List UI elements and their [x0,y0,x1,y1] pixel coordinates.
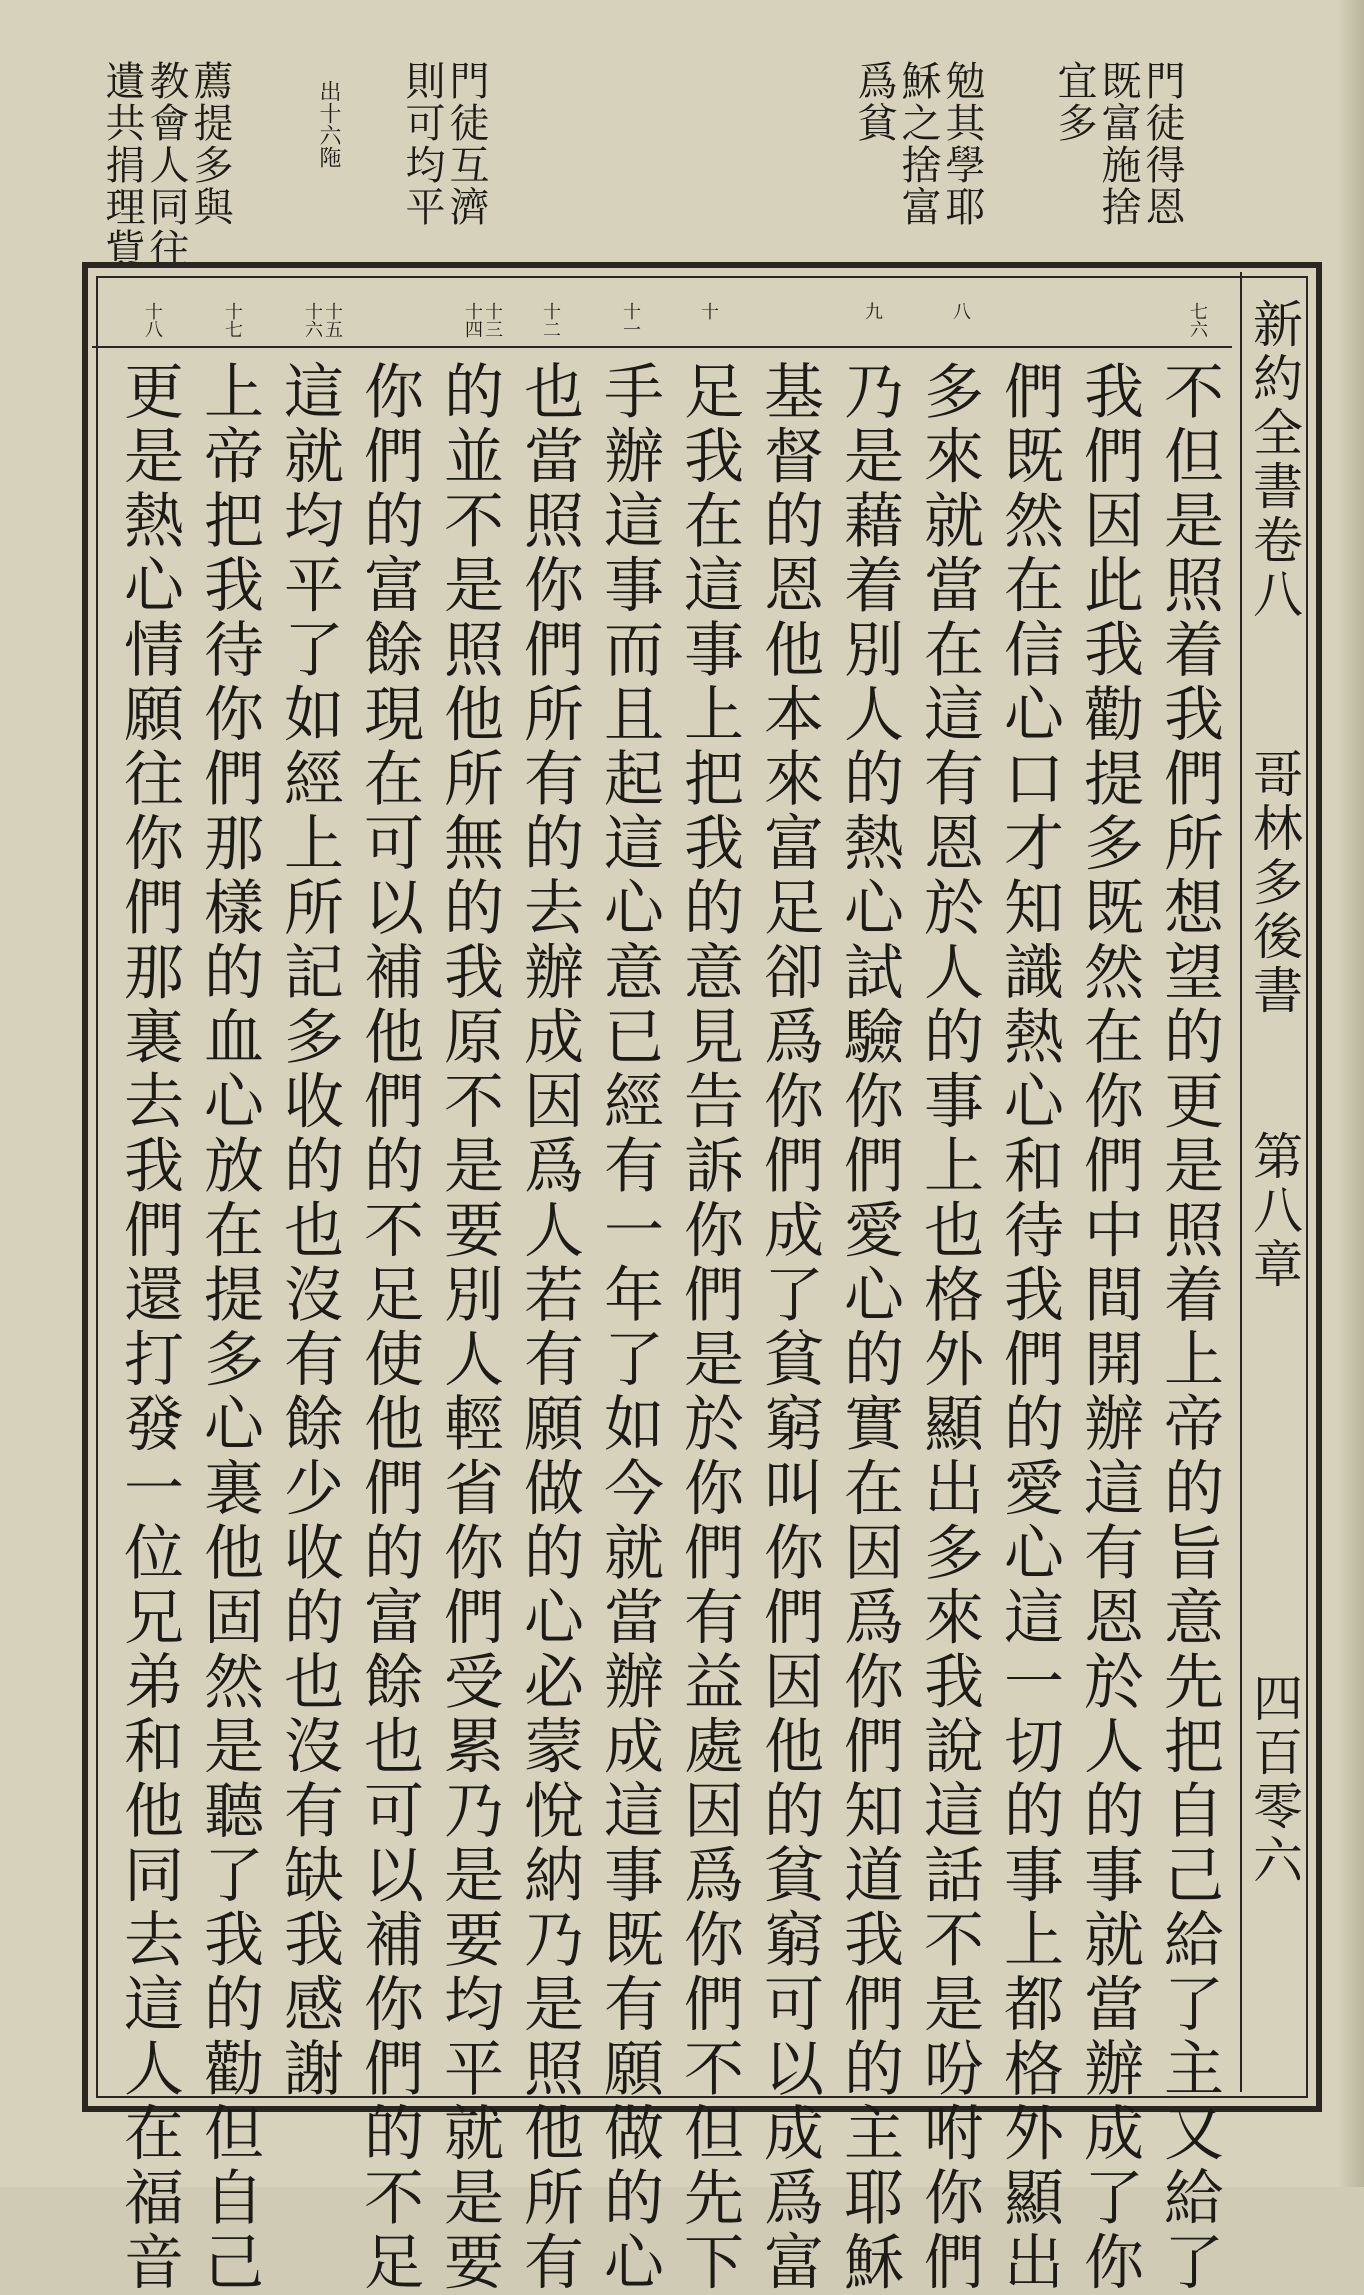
verse-number: 十五十六 [302,302,343,338]
text-line: 們既然在信心口才知識熱心和待我們的愛心這一切的事上都格外顯出 [994,360,1064,2295]
text-line: 多來就當在這有恩於人的事上也格外顯出多來我說這話不是吩咐你們 [914,360,984,2295]
verse-number: 七六 [1187,302,1208,338]
verse-number: 十三十四 [462,302,503,338]
page-number: 四百零六 [1245,1672,1303,1888]
header-note-4: 薦提多與 教會人同往 遺共捐理貲 [99,60,233,270]
header-notes [99,60,1185,270]
header-note-1: 門徒得恩 既富施捨 宜多 [1051,60,1185,228]
text-line: 你們的富餘現在可以補他們的不足使他們的富餘也可以補你們的不足 [354,360,424,2295]
page-edge-shadow [1338,0,1364,2187]
header-note-reference: 出十六陁 [316,80,341,168]
text-line: 我們因此我勸提多既然在你們中間開辦這有恩於人的事就當辦成了你 [1074,360,1144,2295]
chapter-title: 第八章 [1245,1130,1303,1292]
book-title: 新約全書卷八 [1245,298,1303,622]
verse-number: 十八 [142,302,163,338]
verse-number: 十七 [222,302,243,338]
verse-number: 十二 [540,302,561,338]
text-line: 更是熱心情願往你們那裏去我們還打發一位兄弟和他同去這人在福音 [114,360,184,2295]
text-line: 足我在這事上把我的意見告訴你們是於你們有益處因爲你們不但先下 [674,360,744,2295]
verse-number: 九 [862,302,883,320]
verse-number: 八 [950,302,971,320]
verse-number: 十 [698,302,719,320]
text-line: 上帝把我待你們那樣的血心放在提多心裏他固然是聽了我的勸但自己 [194,360,264,2295]
scripture-body [104,350,1236,2295]
text-line: 的並不是照他所無的我原不是要別人輕省你們受累乃是要均平就是要 [434,360,504,2295]
text-line: 不但是照着我們所想望的更是照着上帝的旨意先把自己給了主又給了 [1154,360,1224,2295]
text-line: 也當照你們所有的去辦成因爲人若有願做的心必蒙悅納乃是照他所有 [514,360,584,2295]
epistle-title: 哥林多後書 [1245,748,1303,1018]
verse-number: 十一 [620,302,641,338]
text-line: 基督的恩他本來富足卻爲你們成了貧窮叫你們因他的貧窮可以成爲富 [754,360,824,2295]
running-title [1240,272,1304,2092]
verse-number-row [92,296,1232,348]
header-note-2: 勉其學耶 穌之捨富 爲貧 [851,60,985,228]
text-line: 乃是藉着別人的熱心試驗你們愛心的實在因爲你們知道我們的主耶穌 [834,360,904,2295]
text-line: 這就均平了如經上所記多收的也沒有餘少收的也沒有缺我感謝 [274,360,344,2102]
header-note-3: 門徒互濟 則可均平 [399,60,489,228]
text-line: 手辦這事而且起這心意已經有一年了如今就當辦成這事既有願做的心 [594,360,664,2295]
